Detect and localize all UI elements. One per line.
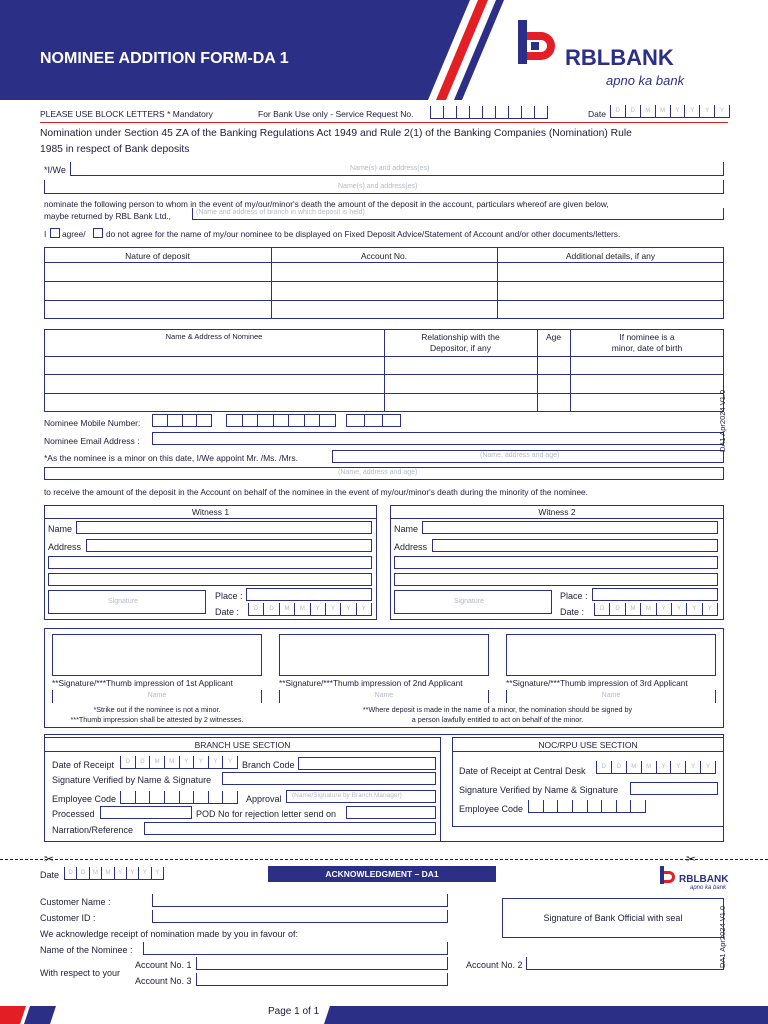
side-code-bottom: DA1 Apr2024 V1.0	[718, 905, 727, 968]
branch-processed-label: Processed	[52, 809, 95, 819]
deposit-header-details: Additional details, if any	[565, 251, 656, 261]
agree-i: I	[44, 229, 47, 239]
witness-2-date-field[interactable]: D D M M Y Y Y Y	[594, 603, 718, 616]
note-thumb: ***Thumb impression shall be attested by 2 witnesses.	[70, 715, 244, 724]
branch-use-title: BRANCH USE SECTION	[194, 740, 291, 750]
deposit-header-account: Account No.	[360, 251, 408, 261]
scissors-icon-right: ✂	[686, 852, 697, 866]
witness-2-title: Witness 2	[538, 507, 576, 517]
branch-emp-label: Employee Code	[52, 794, 117, 804]
witness-2-place-field[interactable]	[592, 588, 718, 601]
form-title: NOMINEE ADDITION FORM-DA 1	[40, 50, 289, 67]
branch-emp-field[interactable]	[120, 791, 238, 804]
bank-name: RBLBANK	[565, 45, 674, 70]
witness-1-name-label: Name	[48, 524, 73, 534]
agree-checkbox[interactable]	[50, 228, 60, 238]
ack-acc3-field[interactable]	[196, 973, 448, 986]
ack-nominee-field[interactable]	[143, 942, 448, 955]
ack-respect-label: With respect to your	[40, 968, 121, 978]
side-code-top: DA1 Apr2024 V1.0	[718, 389, 727, 452]
guardian-placeholder-2: (Name, address and age)	[338, 469, 418, 476]
applicant-3-name-label: Name	[601, 692, 621, 699]
bank-tagline: apno ka bank	[606, 73, 685, 88]
mobile-field-c[interactable]	[346, 414, 401, 427]
deposit-header-nature: Nature of deposit	[125, 251, 190, 261]
branch-narration-label: Narration/Reference	[52, 825, 134, 835]
mobile-label: Nominee Mobile Number:	[44, 418, 141, 428]
applicant-1-label: **Signature/***Thumb impression of 1st Applicant	[52, 678, 233, 688]
branch-narration-field[interactable]	[144, 822, 436, 835]
branch-processed-field[interactable]	[100, 806, 192, 819]
witness-1-address-field-1[interactable]	[86, 539, 372, 552]
applicant-2-signature-box[interactable]	[279, 634, 489, 676]
branch-approval-placeholder: (Name/Signature by Branch Manager)	[292, 792, 402, 799]
witness-1-signature-label: Signature	[108, 598, 138, 605]
branch-approval-label: Approval	[246, 794, 282, 804]
rbl-logo	[518, 20, 562, 68]
mobile-field-a[interactable]	[152, 414, 212, 427]
applicant-1-name-label: Name	[147, 692, 167, 699]
footer-bar	[0, 1006, 768, 1024]
bank-use-label: For Bank Use only - Service Request No.	[258, 109, 414, 119]
ack-official-signature-label: Signature of Bank Official with seal	[543, 913, 683, 923]
disagree-label: do not agree for the name of my/our nominee to be displayed on Fixed Deposit Advice/Statement of Account and/or other documents/letters.	[106, 229, 621, 239]
applicant-1-signature-box[interactable]	[52, 634, 262, 676]
branch-sig-field[interactable]	[222, 772, 436, 785]
guardian-placeholder-1: (Name, address and age)	[480, 452, 560, 459]
red-divider	[40, 122, 728, 123]
ack-acknowledge-text: We acknowledge receipt of nomination made by you in favour of:	[40, 929, 298, 939]
applicant-2-name-label: Name	[374, 692, 394, 699]
witness-2-signature-label: Signature	[454, 598, 484, 605]
ack-rbl-logo	[660, 866, 678, 886]
email-label: Nominee Email Address :	[44, 436, 140, 446]
nominee-header-minor: If nominee is a	[619, 332, 675, 342]
note-minor-deposit: **Where deposit is made in the name of a minor, the nomination should be signed by	[362, 705, 633, 714]
mobile-field-b[interactable]	[226, 414, 336, 427]
applicant-3-signature-box[interactable]	[506, 634, 716, 676]
nominee-header-age: Age	[545, 332, 562, 342]
witness-1-date-label: Date :	[215, 607, 240, 617]
date-label: Date	[588, 109, 606, 119]
minor-guardian-text: *As the nominee is a minor on this date, I/We appoint Mr. /Ms. /Mrs.	[44, 453, 299, 463]
nominee-header-relationship-2: Depositor, if any	[430, 343, 491, 353]
nominee-header-relationship: Relationship with the	[421, 332, 500, 342]
ack-nominee-label: Name of the Nominee :	[40, 945, 133, 955]
ack-customer-name-label: Customer Name :	[40, 897, 111, 907]
ack-acc2-label: Account No. 2	[466, 960, 523, 970]
returned-text: maybe returned by RBL Bank Ltd.,	[44, 211, 171, 221]
iwe-label: *I/We	[44, 165, 66, 175]
branch-receipt-date[interactable]: D D M M Y Y Y Y	[120, 756, 238, 769]
witness-1-date-field[interactable]: D D M M Y Y Y Y	[248, 603, 372, 616]
page-number: Page 1 of 1	[268, 1006, 320, 1017]
receive-text: to receive the amount of the deposit in the Account on behalf of the nominee in the event of my/our/minor's death during the minority of the nominee.	[44, 487, 588, 497]
witness-2-place-label: Place :	[560, 591, 588, 601]
witness-1-place-field[interactable]	[246, 588, 372, 601]
ack-date-field[interactable]: D D M M Y Y Y Y	[64, 867, 164, 880]
ack-acc1-label: Account No. 1	[135, 960, 192, 970]
ack-date-label: Date	[40, 870, 60, 880]
ack-title: ACKNOWLEDGMENT – DA1	[325, 869, 439, 879]
email-field[interactable]	[152, 432, 724, 445]
header-banner	[0, 0, 768, 100]
ack-customer-name-field[interactable]	[152, 894, 448, 907]
intro-text-2: 1985 in respect of Bank deposits	[40, 144, 190, 155]
ack-acc1-field[interactable]	[196, 957, 448, 970]
ack-customer-id-field[interactable]	[152, 910, 448, 923]
witness-1-address-field-3[interactable]	[48, 573, 372, 586]
ack-bank-tagline: apno ka bank	[690, 885, 727, 891]
witness-2-address-field-2[interactable]	[394, 556, 718, 569]
witness-2-address-field-3[interactable]	[394, 573, 718, 586]
block-letters-note: PLEASE USE BLOCK LETTERS * Mandatory	[40, 109, 213, 119]
witness-1-title: Witness 1	[191, 507, 230, 517]
noc-receipt-date[interactable]: D D M M Y Y Y Y	[596, 761, 716, 774]
branch-placeholder: (Name and address of branch in which deposit is held)	[196, 209, 365, 216]
branch-pod-label: POD No for rejection letter send on	[196, 809, 337, 819]
witness-2-address-label: Address	[394, 542, 428, 552]
ack-acc2-field[interactable]	[526, 957, 724, 970]
applicant-2-label: **Signature/***Thumb impression of 2nd Applicant	[279, 678, 463, 688]
witness-2-address-field-1[interactable]	[432, 539, 718, 552]
agree-label: agree/	[62, 229, 86, 239]
top-date-field[interactable]: D D M M Y Y Y Y	[610, 105, 730, 118]
noc-use-title: NOC/RPU USE SECTION	[538, 740, 638, 750]
nominee-header-name: Name & Address of Nominee	[165, 332, 263, 341]
noc-sig-field[interactable]	[630, 782, 718, 795]
names-placeholder-2: Name(s) and address(es)	[338, 183, 418, 190]
ack-bank-name: RBLBANK	[679, 874, 729, 885]
witness-1-name-field[interactable]	[76, 521, 372, 534]
witness-1-place-label: Place :	[215, 591, 243, 601]
note-minor-deposit-2: a person lawfully entitled to act on behalf of the minor.	[411, 715, 584, 724]
ack-title-bar	[268, 866, 496, 882]
note-strike: *Strike out if the nominee is not a minor.	[93, 705, 221, 714]
intro-text: Nomination under Section 45 ZA of the Banking Regulations Act 1949 and Rule 2(1) of the Banking Companies (Nomination) Rule	[40, 128, 632, 139]
noc-sig-label: Signature Verified by Name & Signature	[459, 785, 619, 795]
scissors-icon: ✂	[44, 852, 55, 866]
branch-code-field[interactable]	[298, 757, 436, 770]
witness-1-address-field-2[interactable]	[48, 556, 372, 569]
cut-line	[0, 859, 768, 860]
noc-emp-label: Employee Code	[459, 804, 524, 814]
service-request-field[interactable]	[430, 106, 548, 119]
names-placeholder-1: Name(s) and address(es)	[350, 165, 430, 172]
ack-customer-id-label: Customer ID :	[40, 913, 96, 923]
noc-emp-field[interactable]	[528, 800, 646, 813]
nominee-header-minor-2: minor, date of birth	[611, 343, 683, 353]
branch-pod-field[interactable]	[346, 806, 436, 819]
witness-1-address-label: Address	[48, 542, 82, 552]
disagree-checkbox[interactable]	[93, 228, 103, 238]
branch-receipt-label: Date of Receipt	[52, 760, 115, 770]
witness-2-name-field[interactable]	[422, 521, 718, 534]
witness-2-name-label: Name	[394, 524, 419, 534]
noc-receipt-label: Date of Receipt at Central Desk	[459, 766, 586, 776]
applicant-3-label: **Signature/***Thumb impression of 3rd Applicant	[506, 678, 688, 688]
branch-sig-label: Signature Verified by Name & Signature	[52, 775, 212, 785]
nominate-text: nominate the following person to whom in the event of my/our/minor's death the amount of the deposit in the account, particulars whereof are given below,	[44, 199, 609, 209]
branch-code-label: Branch Code	[242, 760, 295, 770]
witness-2-date-label: Date :	[560, 607, 585, 617]
ack-acc3-label: Account No. 3	[135, 976, 192, 986]
